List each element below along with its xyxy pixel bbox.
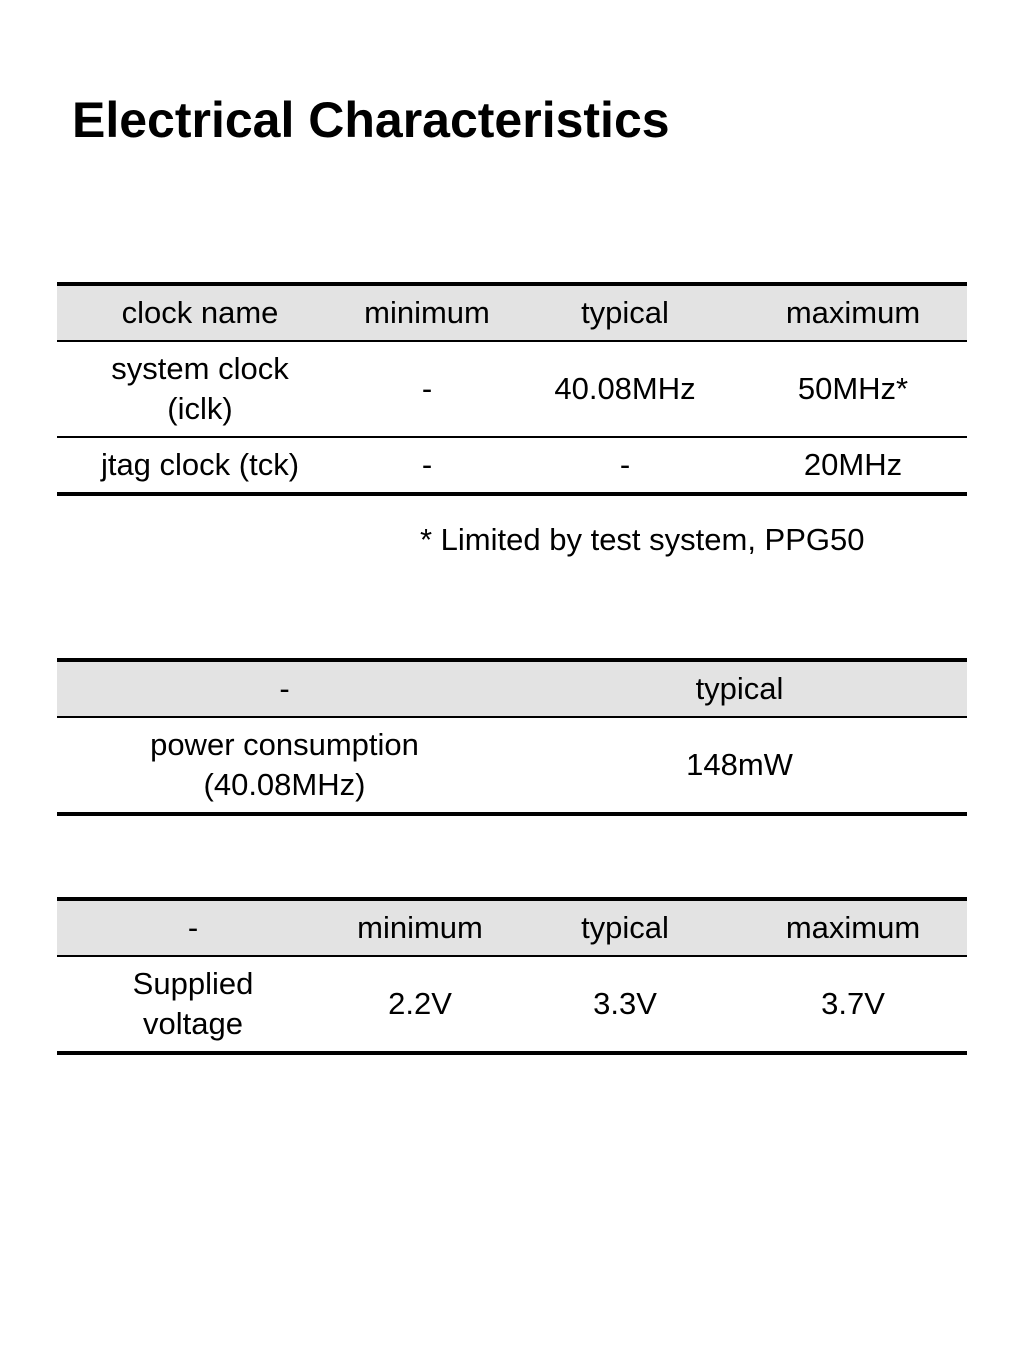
header-cell-typical: typical xyxy=(695,671,784,706)
header-cell-minimum: minimum xyxy=(364,295,490,330)
clock-table xyxy=(57,282,967,496)
header-cell-typical: typical xyxy=(581,910,669,945)
table-header-row xyxy=(57,286,967,342)
cell-label: power consumption (40.08MHz) xyxy=(150,727,419,802)
cell-typical: - xyxy=(619,447,631,482)
cell-clock-name: jtag clock (tck) xyxy=(100,447,300,482)
header-cell-maximum: maximum xyxy=(785,295,921,330)
header-cell-minimum: minimum xyxy=(357,910,483,945)
cell-label: Supplied voltage xyxy=(132,966,254,1041)
header-cell-clock-name: clock name xyxy=(121,295,279,330)
table-row xyxy=(57,718,967,812)
cell-typical: 3.3V xyxy=(593,986,657,1021)
power-table xyxy=(57,658,967,816)
header-cell-label: - xyxy=(279,671,290,706)
cell-typical: 40.08MHz xyxy=(554,371,696,406)
table-row xyxy=(57,438,967,492)
table-header-row xyxy=(57,662,967,718)
page-title: Electrical Characteristics xyxy=(72,92,670,148)
cell-maximum: 20MHz xyxy=(803,447,903,482)
cell-maximum: 3.7V xyxy=(821,986,885,1021)
table-row xyxy=(57,957,967,1051)
header-cell-typical: typical xyxy=(581,295,669,330)
cell-maximum: 50MHz* xyxy=(797,371,909,406)
table-header-row xyxy=(57,901,967,957)
header-cell-label: - xyxy=(187,910,199,945)
cell-minimum: 2.2V xyxy=(388,986,452,1021)
voltage-table xyxy=(57,897,967,1055)
header-cell-maximum: maximum xyxy=(785,910,921,945)
cell-minimum: - xyxy=(421,447,433,482)
cell-typical: 148mW xyxy=(686,747,793,782)
footnote: * Limited by test system, PPG50 xyxy=(420,522,865,557)
cell-minimum: - xyxy=(421,371,433,406)
cell-clock-name: system clock (iclk) xyxy=(111,351,289,426)
table-row xyxy=(57,342,967,438)
